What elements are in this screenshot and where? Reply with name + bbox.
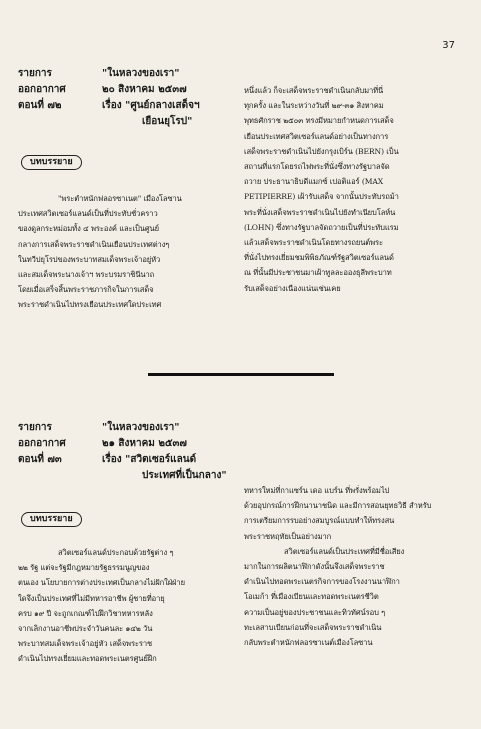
episode-73-right-column [244,483,456,650]
text-line: (LOHN) ซึ่งทางรัฐบาลจัดถวายเป็นที่ประทับแรม [244,222,399,232]
header-value: "ในหลวงของเรา" [102,422,180,433]
text-line: พระที่นั่งเสด็จพระราชดำเนินไปยังทำเนียบโลห์น [244,207,396,217]
text-line: พระบาทสมเด็จพระเจ้าอยู่หัว เสด็จพระราช [18,639,153,649]
header-label: ออกอากาศ [18,84,66,95]
text-line: ที่นั่งไปทรงเยี่ยมชมพิพิธภัณฑ์รัฐสวิตเซอร์แลนด์ [244,253,394,263]
episode-72-right-column [244,83,456,296]
text-line: ประเทศสวิตเซอร์แลนด์เป็นที่ประทับชั่วคราว [18,209,158,219]
text-line: ทุกครั้ง และในระหว่างวันที่ ๒๙-๓๑ สิงหาคม [244,101,384,111]
text-line: PETIPIERRE) เฝ้ารับเสด็จ จากนั้นประทับรถม้า [244,192,399,202]
header-value: ๒๑ สิงหาคม ๒๕๓๗ [102,438,187,449]
header-value: เรื่อง "สวิตเซอร์แลนด์ [102,454,197,465]
text-line: ครบ ๑๙ ปี จะถูกเกณฑ์ไปฝึกวิชาทหารหลัง [18,608,153,618]
text-line: ดำเนินไปทอดพระเนตรกิจการของโรงงานนาฬิกา [244,577,400,587]
header-value: "ในหลวงของเรา" [102,68,180,79]
text-line: โดยเมื่อเสร็จสิ้นพระราชภารกิจในการเสด็จ [18,285,154,295]
text-line: พระราชดำเนินไปทรงเยือนประเทศใดประเทศ [18,300,162,310]
text-line: ตนเอง นโยบายการต่างประเทศเป็นกลางไม่ฝักใฝ่ฝ่าย [18,578,185,588]
text-line: สถานที่แรกโดยรถไฟพระที่นั่งซึ่งทางรัฐบาลจัด [244,162,390,172]
narration-badge: บทบรรยาย [21,512,82,527]
text-line: เยือนประเทศสวิตเซอร์แลนด์อย่างเป็นทางการ [244,131,389,141]
text-line: หนึ่งแล้ว ก็จะเสด็จพระราชดำเนินกลับมาที่นี่ [244,86,384,95]
header-value: ประเทศที่เป็นกลาง" [142,470,227,481]
text-line: การเตรียมการรบอย่างสมบูรณ์แบบทำให้ทรงสน [244,516,395,526]
header-label [18,114,82,130]
text-line: กลางการเสด็จพระราชดำเนินเยือนประเทศต่างๆ [18,239,170,249]
text-line: ใดจึงเป็นประเทศที่ไม่มีทหารอาชีพ ผู้ชายที่อายุ [18,593,165,603]
episode-73-header [18,420,227,484]
text-line: ด้วยอุปกรณ์การฝึกนานาชนิด และมีการสอนยุทธวิธี สำหรับ [244,501,432,511]
text-line: โอเมก้า ที่เมืองเบียนและทอดพระเนตรชีวิต [244,592,379,602]
text-line: ๒๒ รัฐ แต่จะรัฐมีกฎหมายรัฐธรรมนูญของ [18,563,150,573]
header-value: เรื่อง "ศูนย์กลางเสด็จฯ [102,100,200,111]
text-line: มากในการผลิตนาฬิกาดังนั้นจึงเสด็จพระราช [244,562,385,572]
header-label: รายการ [18,68,52,79]
header-value: ๒๐ สิงหาคม ๒๕๓๗ [102,84,187,95]
episode-73-left-column [18,545,228,667]
text-line: ในทวีปยุโรปของพระบาทสมเด็จพระเจ้าอยู่หัว [18,254,161,264]
section-divider [148,373,334,376]
page-number: 37 [442,40,455,51]
text-line: กลับพระตำหนักฟลอรซาเนต์เมืองโลซาน [244,638,373,648]
header-label: รายการ [18,422,52,433]
text-line: ของดูลกระหม่อมทั้ง ๔ พระองค์ และเป็นศูนย์ [18,224,159,234]
text-line: พระราชหฤทัยเป็นอย่างมาก [244,531,332,541]
header-label: ตอนที่ ๗๓ [18,454,62,465]
text-line: ทะเลสาบเบียนก่อนที่จะเสด็จพระราชดำเนิน [244,622,382,632]
text-line: "พระตำหนักฟลอรซาเนต" เมืองโลซาน [58,194,182,203]
episode-72-left-column [18,191,228,313]
header-value: เยือนยุโรป" [142,116,193,127]
header-label [18,468,82,484]
text-line: สวิตเซอร์แลนด์ประกอบด้วยรัฐต่าง ๆ [58,548,174,557]
text-line: ดำเนินไปทรงเยี่ยมและทอดพระเนตรศูนย์ฝึก [18,654,157,664]
text-line: พุทธศักราช ๒๕๐๓ ทรงมีหมายกำหนดการเสด็จ [244,116,394,126]
text-line: ณ ที่นั้นมีประชาชนมาเฝ้าทูลละอองธุลีพระบาท [244,268,392,278]
text-line: รับเสด็จอย่างเนืองแน่นเช่นเคย [244,283,341,293]
text-line: ถวาย ประธานาธิบดีแมกซ์ เปอติแอร์ (MAX [244,177,384,187]
narration-badge: บทบรรยาย [21,155,82,170]
text-line: จากเลิกงานอาชีพประจำวันคนละ ๑๔๒ วัน [18,624,153,634]
header-label: ตอนที่ ๗๒ [18,100,62,111]
text-line: และสมเด็จพระนางเจ้าฯ พระบรมราชินีนาถ [18,270,155,280]
episode-72-header [18,66,200,130]
text-line: ทหารใหม่ที่กาแซร์น เดอ แบร์น ที่พรั่งพร้อมไป [244,486,390,495]
header-label: ออกอากาศ [18,438,66,449]
text-line: สวิตเซอร์แลนด์เป็นประเทศที่มีชื่อเสียง [284,546,405,556]
text-line: แล้วเสด็จพระราชดำเนินโดยทางรถยนต์พระ [244,238,384,248]
text-line: เสด็จพระราชดำเนินไปยังกรุงเบิร์น (BERN) เป็น [244,146,399,156]
text-line: ความเป็นอยู่ของประชาชนและทิวทัศน์รอบ ๆ [244,607,386,617]
